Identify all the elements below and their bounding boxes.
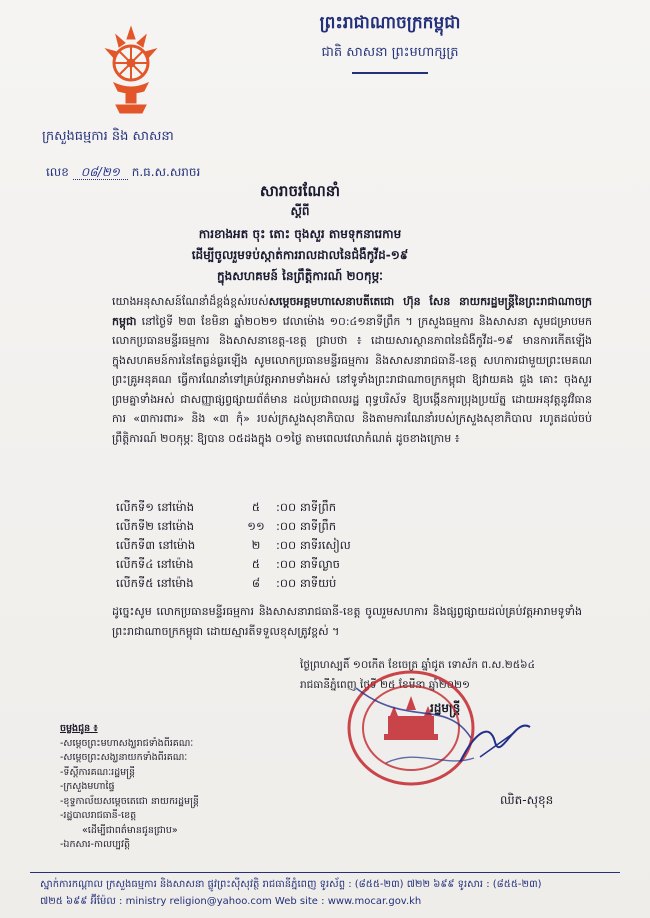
schedule-row-3 xyxy=(116,538,416,557)
body-paragraph xyxy=(112,292,592,448)
schedule-time: :០០ នាទីរសៀល xyxy=(276,538,351,552)
lunar-date: ថ្ងៃព្រហស្បតិ៍ ១០កើត ខែចេត្រ ឆ្នាំជូត ទោស័ក ព.ស.២៥៦៤ xyxy=(300,659,536,671)
schedule-list xyxy=(116,500,416,595)
cc-item: -រដ្ឋបាលរាជធានី-ខេត្ត xyxy=(60,810,137,821)
signatory-role: រដ្ឋមន្ត្រី xyxy=(430,701,461,715)
schedule-hour: ៥ xyxy=(251,500,261,514)
closing-paragraph: ដូច្នេះសូម លោកប្រធានមន្ទីរធម្មការ និងសាសនារាជធានី-ខេត្ត ចូលរួមសហការ និងផ្សព្វផ្សាយដល់គ្រប់វត្តអារាមទូទាំងព្រះរាជាណាចក្រកម្ពុជា ដោយស្មារតីទទួលខុសត្រូវខ្ពស់ ។ xyxy=(112,605,582,638)
schedule-label: លើកទី៥ នៅម៉ោង xyxy=(116,576,194,590)
ref-label: លេខ xyxy=(46,165,69,179)
footer-rule xyxy=(30,872,620,873)
cc-item: -ក្រសួងមហាផ្ទៃ xyxy=(60,781,115,792)
schedule-label: លើកទី៣ នៅម៉ោង xyxy=(116,538,196,552)
footer-phone: ៧២៥ ៦៩៩ xyxy=(40,896,88,907)
cc-item: -សម្តេចព្រះមហាសង្ឃរាជទាំងពីរគណៈ xyxy=(60,737,194,749)
schedule-hour: ៥ xyxy=(251,557,261,571)
schedule-row-1 xyxy=(116,500,416,519)
schedule-row-2 xyxy=(116,519,416,538)
reference-number xyxy=(46,164,200,182)
cc-item: -ទីស្តីការគណៈរដ្ឋមន្ត្រី xyxy=(60,766,136,778)
schedule-time: :០០ នាទីព្រឹក xyxy=(276,500,337,514)
footer-contact xyxy=(40,894,421,909)
doc-subject-2: ដើម្បីចូលរួមទប់ស្កាត់ការរាលដាលនៃជំងឺកូវីដ-១៩ xyxy=(191,248,409,262)
schedule-label: លើកទី៤ នៅម៉ោង xyxy=(116,557,194,571)
signature-scribble-icon xyxy=(455,712,535,772)
cc-list xyxy=(60,722,199,853)
signatory-name: ឈិត-សុខុន xyxy=(500,793,554,807)
ref-code: ក.ធ.ស.សរាចរ xyxy=(131,165,201,179)
ref-number: ០៨/២១ xyxy=(73,165,128,180)
schedule-time: :០០ នាទីព្រឹក xyxy=(276,519,337,533)
doc-subject-3: ក្នុងសហគមន៍ នៃព្រឹត្តិការណ៍ ២០កុម្ភៈ xyxy=(217,269,383,283)
schedule-hour: ៨ xyxy=(251,576,261,590)
schedule-time: :០០ នាទីយប់ xyxy=(276,576,337,590)
cc-item: -ឯកសារ-កាលប្បវត្តិ xyxy=(60,839,130,850)
solar-date: រាជធានីភ្នំពេញ ថ្ងៃទី ២៥ ខែមីនា ឆ្នាំ២០២១ xyxy=(300,679,470,691)
footer-website: Web site : www.mocar.gov.kh xyxy=(274,896,422,907)
footer-email: អ៊ីម៉ែល : ministry religion@yahoo.com xyxy=(90,896,272,907)
schedule-row-5 xyxy=(116,576,416,595)
schedule-label: លើកទី១ នៅម៉ោង xyxy=(116,500,195,514)
kingdom-heading: ព្រះរាជាណាចក្រកម្ពុជា xyxy=(319,13,461,33)
body-pm-name: សម្តេចអគ្គមហាសេនាបតីតេជោ ហ៊ុន សែន នាយករដ្ឋមន្ត្រីនៃព្រះរាជាណាចក្រកម្ពុជា xyxy=(112,295,592,328)
ministry-emblem-icon xyxy=(100,25,162,117)
national-motto: ជាតិ សាសនា ព្រះមហាក្សត្រ xyxy=(321,45,459,60)
schedule-row-4 xyxy=(116,557,416,576)
doc-title: សារាចរណែនាំ xyxy=(259,182,341,200)
body-intro: យោងអនុសាសន៍ណែនាំដ៏ខ្ពង់ខ្ពស់របស់ xyxy=(112,295,269,308)
body-main: នៅថ្ងៃទី ២៣ ខែមិនា ឆ្នាំ២០២១ វេលាម៉ោង ១០:៤១នាទីព្រឹក ។ ក្រសួងធម្មការ និងសាសនា សូមជម្រាបមក លោកប្រធានមន្ទីរធម្មការ និងសាសនាខេត្ត-ខេត្ត ជ្រាបថា ៖ ដោយសារស្ថានភាពនៃជំងឺកូវីដ-១៩ មានការកើតឡើងក្នុងសហគមន៍ការនៃតែធ្ងន់ធ្ងរឡើង សូមលោកប្រធានមន្ទីរធម្មការ និងសាសនារាជធានី-ខេត្ត សហការជាមួយព្រះមេគណ ព្រះគ្រូអនុគណ ធ្វើការណែនាំទៅគ្រប់វត្តអារាមទាំងអស់ នៅទូទាំងព្រះរាជាណាចក្រកម្ពុជា ឱ្យវាយគង ជួង គោះ ចុងសួរ ព្រមគ្នាទាំងអស់ ជាសញ្ញាផ្សព្វផ្សាយព័ត៌មាន ដល់ប្រជាពលរដ្ឋ ពុទ្ធបរិស័ទ ឱ្យបង្កើនការប្រុងប្រយ័ត្ន ដោយអនុវត្តនូវវិធានការ «៣ការពារ» និង «៣ កុំ» របស់ក្រសួងសុខាភិបាល និងតាមការណែនាំរបស់ក្រសួងសុខាភិបាល រហូតដល់ចប់ព្រឹត្តិការណ៍ ២០កុម្ភៈ ឱ្យបាន ០៥ដងក្នុង ០១ថ្ងៃ តាមពេលវេលាកំណត់ ដូចខាងក្រោម ៖ xyxy=(112,314,592,445)
doc-subject-label: ស្តីពី xyxy=(290,204,310,218)
schedule-hour: ២ xyxy=(251,538,261,552)
schedule-hour: ១១ xyxy=(247,519,265,533)
cc-item: «ដើម្បីជាពត៌មានជូនជ្រាប» xyxy=(82,824,178,836)
cc-item: -ខុទ្ទកាល័យសម្តេចតេជោ នាយករដ្ឋមន្ត្រី xyxy=(60,795,199,807)
schedule-label: លើកទី២ នៅម៉ោង xyxy=(116,519,195,533)
footer-address: ស្នាក់ការកណ្តាល ក្រសួងធម្មការ និងសាសនា ផ្លូវព្រះស៊ីសុវត្ថិ រាជធានីភ្នំពេញ ទូរស័ព្ទ : (៨៥៥-២៣) ៧២២ ៦៩៩ ទូរសារ : (៨៥៥-២៣) xyxy=(40,879,542,890)
header-ornament xyxy=(352,72,428,74)
doc-subject-1: ការខាងអត ចុះ តោះ ចុងសួរ តាមទុកនារេកាម xyxy=(198,227,402,241)
schedule-time: :០០ នាទីល្ងាច xyxy=(276,557,340,571)
ministry-name: ក្រសួងធម្មការ និង សាសនា xyxy=(42,129,174,144)
cc-item: -សម្តេចព្រះសង្ឃនាយកទាំងពីរគណៈ xyxy=(60,752,188,763)
cc-title: ចម្លងជូន ៖ xyxy=(60,723,98,734)
